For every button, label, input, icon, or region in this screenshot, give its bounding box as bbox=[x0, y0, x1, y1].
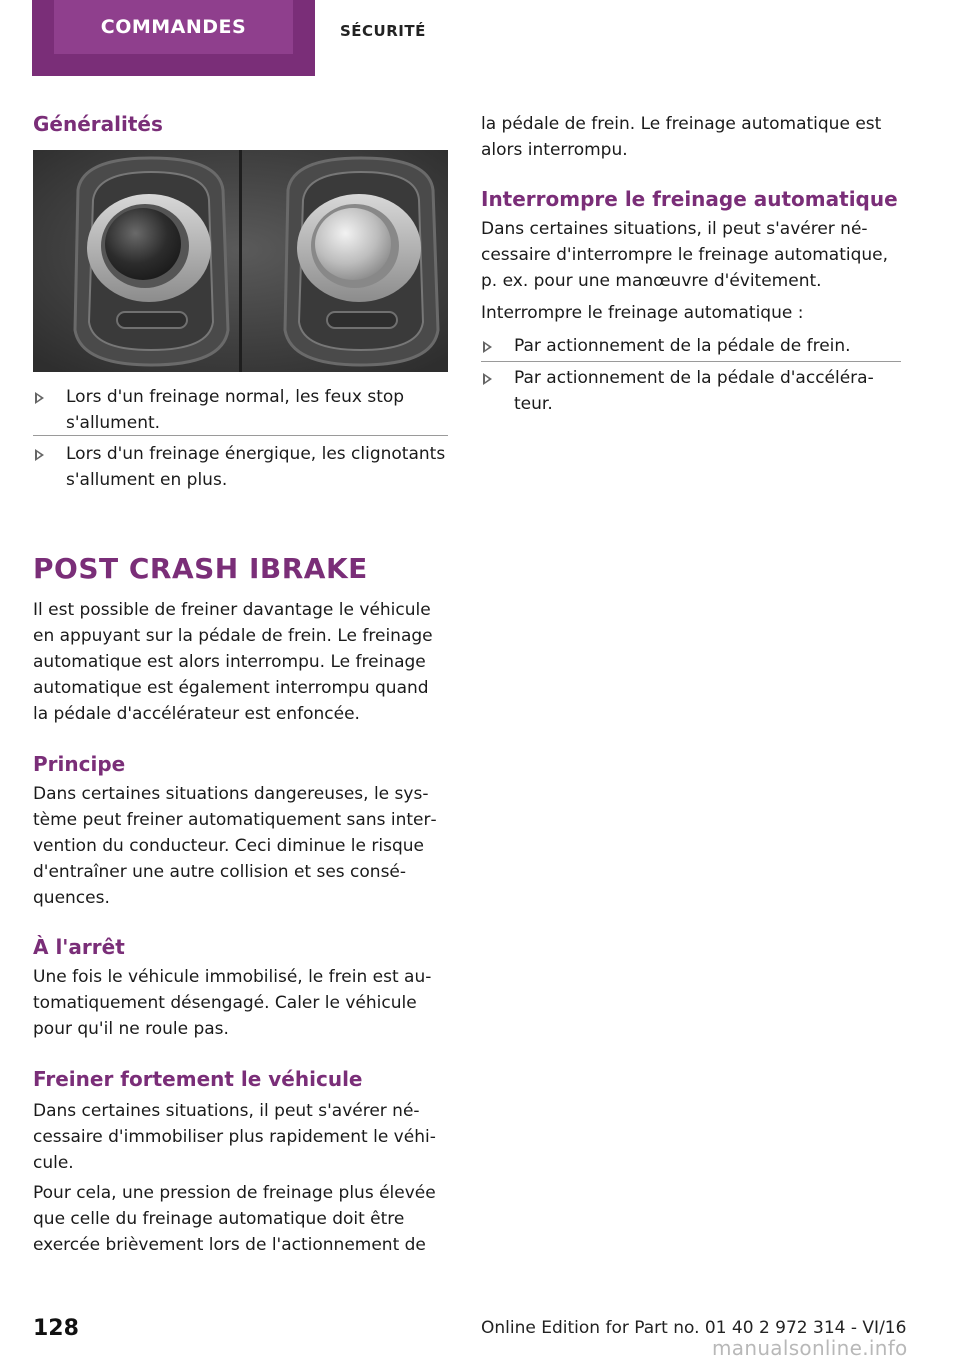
tab-commandes-face bbox=[54, 0, 293, 54]
freiner-paragraph-1: Dans certaines situations, il peut s'avérer nécessaire d'immobiliser plus rapidement le véhicule. bbox=[33, 1101, 436, 1173]
tab-commandes-label: COMMANDES bbox=[100, 16, 247, 38]
list-item bbox=[33, 441, 448, 493]
principe-paragraph: Dans certaines situations dangereuses, le système peut freiner automatiquement sans intervention du conducteur. Ceci diminue le risque d'entraîner une autre collision et ses conséquences. bbox=[33, 784, 437, 908]
brake-light-figure bbox=[33, 150, 448, 372]
arret-paragraph: Une fois le véhicule immobilisé, le frein est automatiquement désengagé. Caler le véhicule pour qu'il ne roule pas. bbox=[33, 967, 432, 1039]
bullet-triangle-icon bbox=[483, 341, 492, 353]
continuation-paragraph: la pédale de frein. Le freinage automatique est alors interrompu. bbox=[481, 114, 882, 160]
edition-footer: Online Edition for Part no. 01 40 2 972 314 - VI/16 bbox=[481, 1318, 907, 1338]
list-item bbox=[481, 333, 901, 359]
list-item-text: Lors d'un freinage normal, les feux stop s'allument. bbox=[66, 387, 405, 433]
interrompre-intro: Interrompre le freinage automatique : bbox=[481, 303, 804, 323]
heading-freiner: Freiner fortement le véhicule bbox=[33, 1067, 363, 1091]
watermark: manualsonline.info bbox=[712, 1336, 908, 1360]
list-item bbox=[33, 384, 448, 436]
divider bbox=[33, 435, 448, 436]
tab-securite[interactable]: SÉCURITÉ bbox=[340, 22, 426, 40]
heading-arret: À l'arrêt bbox=[33, 935, 125, 959]
list-item-text: Par actionnement de la pédale de frein. bbox=[514, 336, 851, 356]
heading-generalites: Généralités bbox=[33, 112, 163, 136]
page-number: 128 bbox=[33, 1316, 79, 1341]
brake-light-photo bbox=[33, 150, 448, 372]
tab-commandes[interactable] bbox=[32, 0, 315, 76]
section-title-post-crash: POST CRASH IBRAKE bbox=[33, 552, 368, 585]
interrompre-paragraph: Dans certaines situations, il peut s'avérer nécessaire d'interrompre le freinage automatique, p. ex. pour une manœuvre d'évitement. bbox=[481, 219, 889, 291]
bullet-triangle-icon bbox=[35, 449, 44, 461]
list-item bbox=[481, 365, 901, 417]
bullet-triangle-icon bbox=[35, 392, 44, 404]
heading-interrompre: Interrompre le freinage automatique bbox=[481, 187, 898, 211]
list-item-text: Lors d'un freinage énergique, les clignotants s'allument en plus. bbox=[66, 444, 446, 490]
freiner-paragraph-2: Pour cela, une pression de freinage plus élevée que celle du freinage automatique doit être exercée brièvement lors de l'actionnement de bbox=[33, 1183, 436, 1255]
heading-principe: Principe bbox=[33, 752, 126, 776]
bullet-triangle-icon bbox=[483, 373, 492, 385]
list-item-text: Par actionnement de la pédale d'accélérateur. bbox=[514, 368, 874, 414]
divider bbox=[481, 361, 901, 362]
post-crash-paragraph: Il est possible de freiner davantage le véhicule en appuyant sur la pédale de frein. Le freinage automatique est alors interrompu. Le freinage automatique est également interrompu quand la pédale d'accélérateur est enfoncée. bbox=[33, 600, 433, 724]
